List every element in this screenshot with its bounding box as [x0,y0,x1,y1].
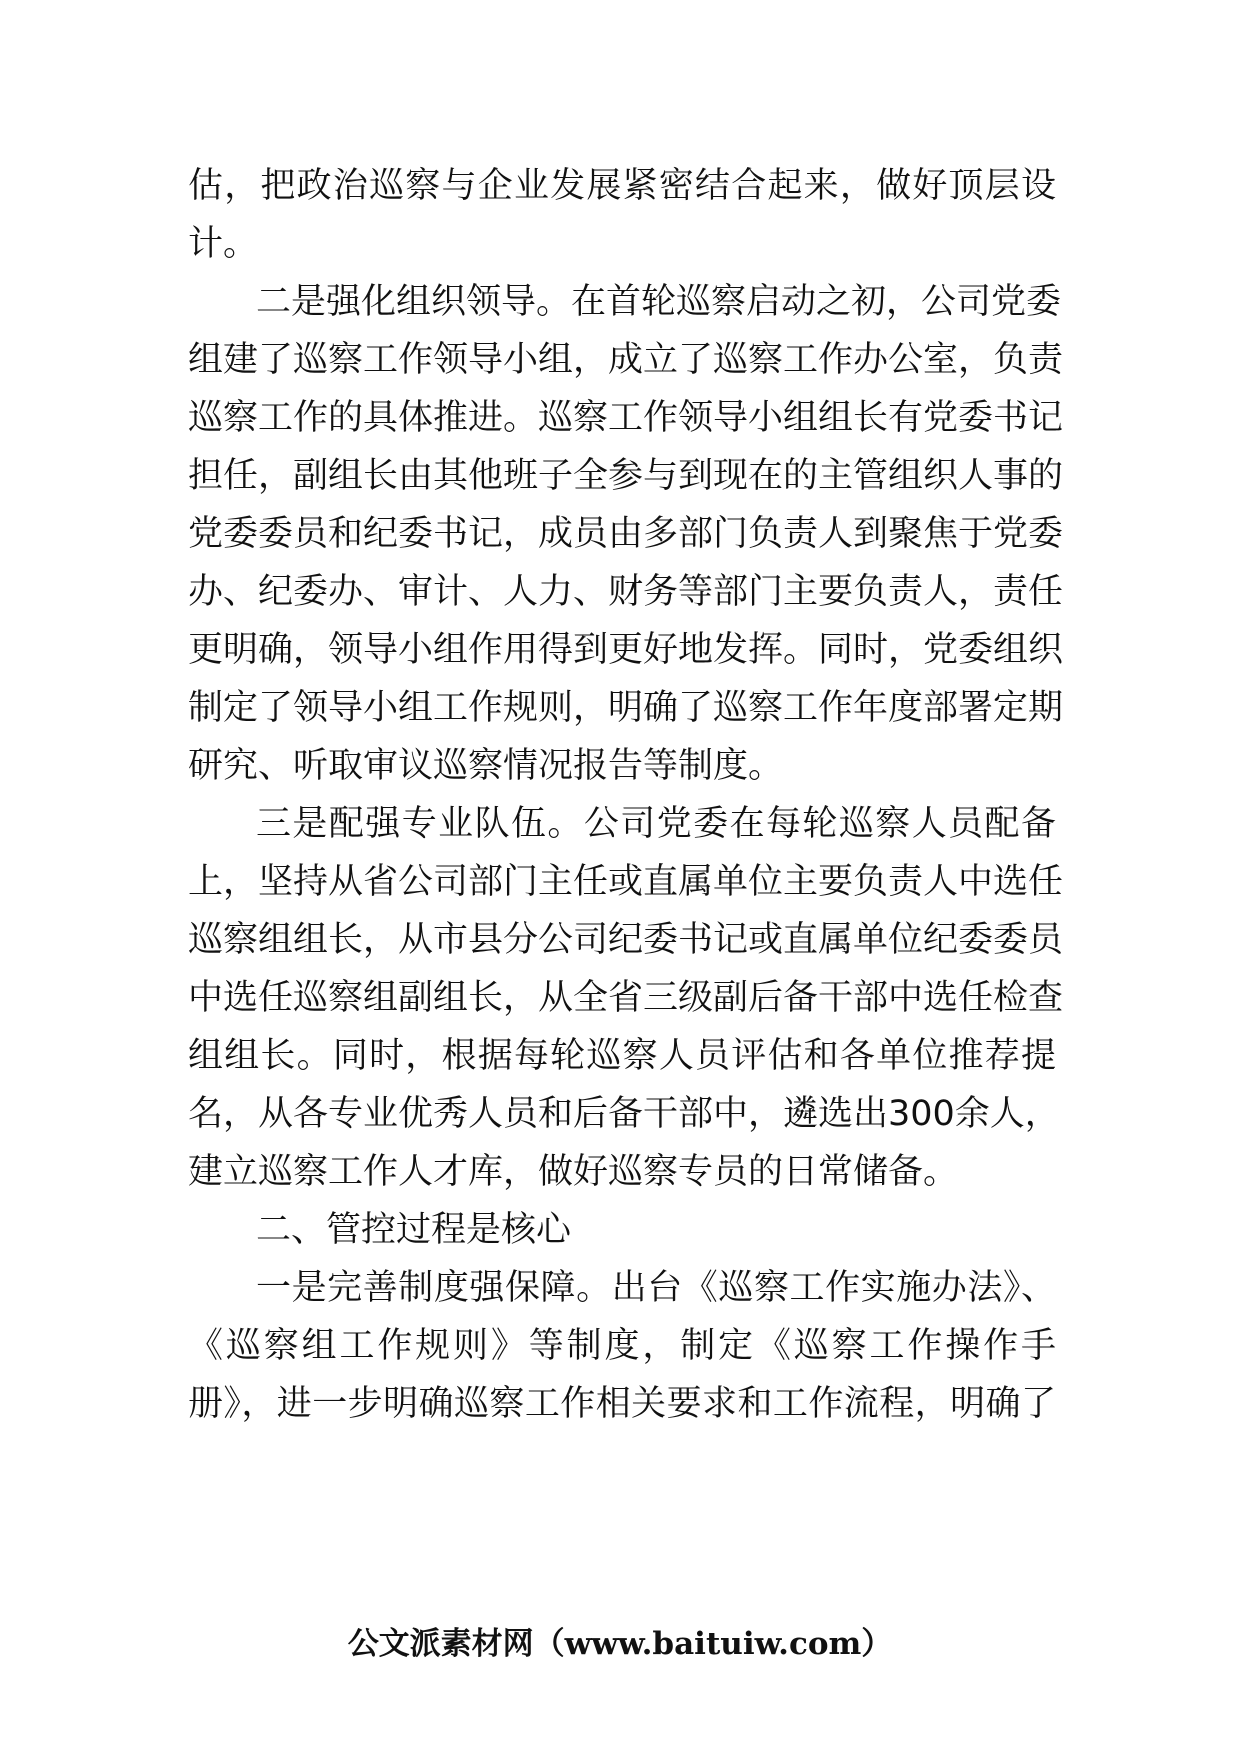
paragraph-line: 建立巡察工作人才库，做好巡察专员的日常储备。 [188,1152,959,1192]
paragraph-line: 计。 [188,224,259,264]
paragraph-line: 《巡察组工作规则》等制度，制定《巡察工作操作手 [188,1326,1056,1366]
paragraph-line: 巡察工作的具体推进。巡察工作领导小组组长有党委书记 [188,398,1064,438]
paragraph-line: 办、纪委办、审计、人力、财务等部门主要负责人，责任 [188,572,1064,612]
paragraph-line: 制定了领导小组工作规则，明确了巡察工作年度部署定期 [188,688,1064,728]
paragraph-line: 上，坚持从省公司部门主任或直属单位主要负责人中选任 [188,862,1064,902]
paragraph-line: 组组长。同时，根据每轮巡察人员评估和各单位推荐提 [188,1036,1056,1076]
paragraph-line: 巡察组组长，从市县分公司纪委书记或直属单位纪委委员 [188,920,1064,960]
paragraph-line: 二是强化组织领导。在首轮巡察启动之初，公司党委 [256,282,1062,322]
paragraph-line: 研究、听取审议巡察情况报告等制度。 [188,746,784,786]
footer-watermark: 公文派素材网（www.baituiw.com） [347,1626,893,1662]
paragraph-line: 党委委员和纪委书记，成员由多部门负责人到聚焦于党委 [188,514,1064,554]
paragraph-line: 估，把政治巡察与企业发展紧密结合起来，做好顶层设 [188,166,1056,206]
section-heading: 二、管控过程是核心 [256,1210,572,1250]
paragraph-line: 一是完善制度强保障。出台《巡察工作实施办法》、 [256,1268,1056,1308]
paragraph-line: 更明确，领导小组作用得到更好地发挥。同时，党委组织 [188,630,1064,670]
paragraph-line: 名，从各专业优秀人员和后备干部中，遴选出300余人， [188,1094,1060,1134]
paragraph-line: 中选任巡察组副组长，从全省三级副后备干部中选任检查 [188,978,1064,1018]
paragraph-line: 三是配强专业队伍。公司党委在每轮巡察人员配备 [256,804,1056,844]
paragraph-line: 担任，副组长由其他班子全参与到现在的主管组织人事的 [188,456,1064,496]
paragraph-line: 组建了巡察工作领导小组，成立了巡察工作办公室，负责 [188,340,1064,380]
paragraph-line: 册》，进一步明确巡察工作相关要求和工作流程，明确了 [188,1384,1056,1424]
